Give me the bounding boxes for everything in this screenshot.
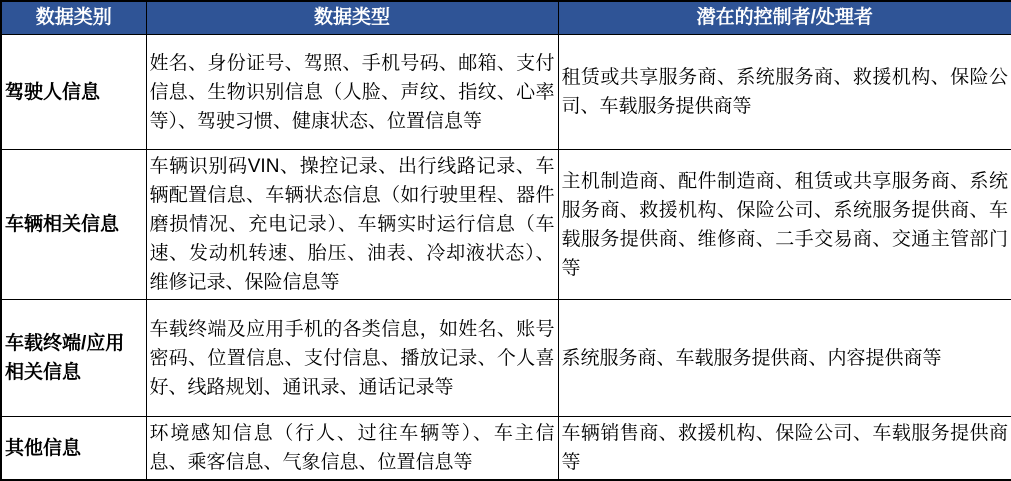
controllers-cell: 租赁或共享服务商、系统服务商、救援机构、保险公司、车载服务提供商等 (558, 35, 1011, 150)
controllers-cell: 系统服务商、车载服务提供商、内容提供商等 (558, 300, 1011, 417)
table-row-driver-info (1, 35, 1011, 150)
category-cell: 驾驶人信息 (1, 35, 146, 150)
category-cell: 车载终端/应用相关信息 (1, 300, 146, 417)
header-controllers: 潜在的控制者/处理者 (558, 1, 1011, 35)
category-cell: 车辆相关信息 (1, 150, 146, 300)
category-cell: 其他信息 (1, 417, 146, 481)
header-category: 数据类别 (1, 1, 146, 35)
controllers-cell: 车辆销售商、救援机构、保险公司、车载服务提供商等 (558, 417, 1011, 481)
data-type-cell: 姓名、身份证号、驾照、手机号码、邮箱、支付信息、生物识别信息（人脸、声纹、指纹、心率等）、驾驶习惯、健康状态、位置信息等 (146, 35, 558, 150)
header-data-type: 数据类型 (146, 1, 558, 35)
data-type-cell: 车载终端及应用手机的各类信息，如姓名、账号密码、位置信息、支付信息、播放记录、个人喜好、线路规划、通讯录、通话记录等 (146, 300, 558, 417)
data-type-cell: 车辆识别码VIN、操控记录、出行线路记录、车辆配置信息、车辆状态信息（如行驶里程、器件磨损情况、充电记录）、车辆实时运行信息（车速、发动机转速、胎压、油表、冷却液状态）、维修记录、保险信息等 (146, 150, 558, 300)
controllers-cell: 主机制造商、配件制造商、租赁或共享服务商、系统服务商、救援机构、保险公司、系统服务提供商、车载服务提供商、维修商、二手交易商、交通主管部门等 (558, 150, 1011, 300)
table-row-other-info (1, 417, 1011, 481)
table-row-vehicle-info (1, 150, 1011, 300)
table-header-row (1, 1, 1011, 35)
table-row-terminal-app-info (1, 300, 1011, 417)
data-type-cell: 环境感知信息（行人、过往车辆等）、车主信息、乘客信息、气象信息、位置信息等 (146, 417, 558, 481)
